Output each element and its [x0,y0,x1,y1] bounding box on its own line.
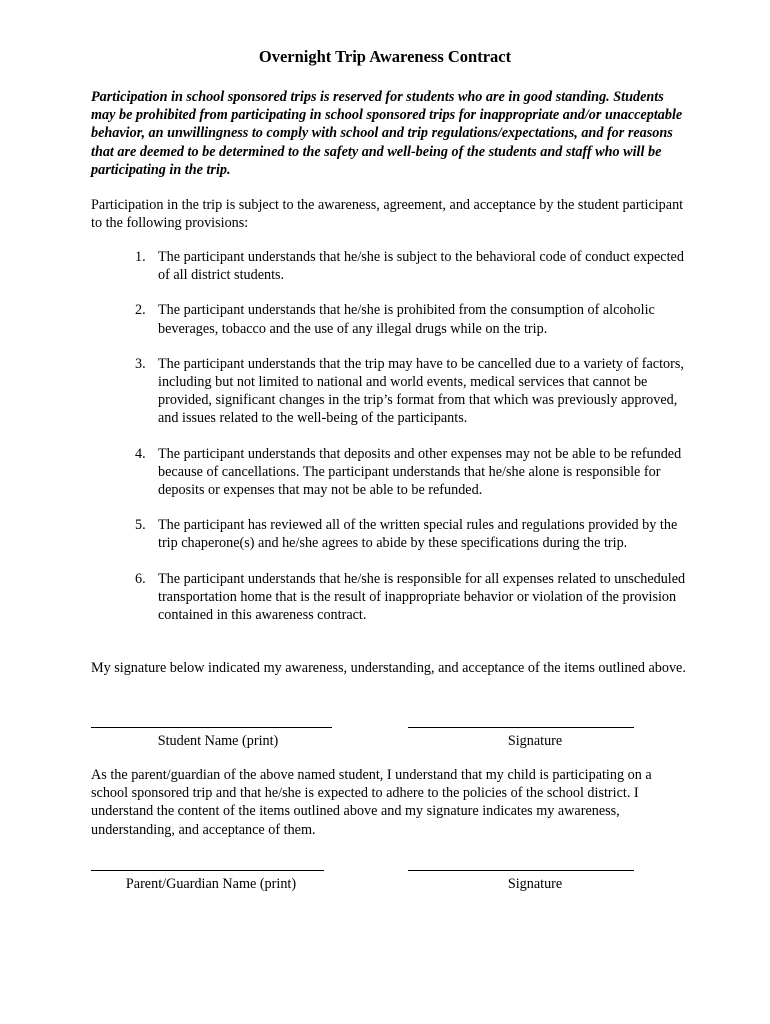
student-signature-label: Signature [507,733,563,749]
parent-name-label: Parent/Guardian Name (print) [125,876,297,892]
parent-acknowledgement-paragraph: As the parent/guardian of the above named student, I understand that my child is participating on a school sponsored trip and that he/she is expected to adhere to the policies of the school district. I understand the content of the items outlined above and my signature indicates my awareness, understanding, and acceptance of them. [91,767,652,838]
provisions-list [91,248,691,641]
parent-name-line[interactable] [91,870,324,871]
page-title: Overnight Trip Awareness Contract [258,47,512,66]
provision-number: 4. [135,445,146,462]
student-signature-line[interactable] [408,727,634,728]
provision-text: The participant understands that the trip may have to be cancelled due to a variety of factors, including but not limited to national and world events, medical services that cannot be provided, significant changes in the trip’s format from that which was previously approved, and issues related to the well-being of the participants. [158,355,684,427]
provision-number: 3. [135,355,146,372]
parent-signature-line[interactable] [408,870,634,871]
provision-number: 1. [135,249,146,265]
provision-item-5 [91,516,691,552]
provision-text: The participant understands that deposits and other expenses may not be able to be refunded because of cancellations. The participant understands that he/she alone is responsible for deposits or expenses that may not be able to be refunded. [158,445,682,499]
student-acknowledgement-paragraph: My signature below indicated my awareness, understanding, and acceptance of the items outlined above. [91,660,686,676]
provisions-intro-paragraph: Participation in the trip is subject to the awareness, agreement, and acceptance by the student participant to the following provisions: [91,197,684,232]
provision-item-3 [91,355,691,428]
provision-number: 2. [135,302,146,319]
provision-item-6 [91,570,691,625]
student-name-line[interactable] [91,727,332,728]
provision-text: The participant understands that he/she is subject to the behavioral code of conduct expected of all district students. [158,249,684,284]
intro-paragraph: Participation in school sponsored trips is reserved for students who are in good standing. Students may be prohibited from participating in school sponsored trips for inappropriate and/or unacceptable behavior, an unwillingness to comply with school and trip regulations/expectations, and for reasons that are deemed to be determined to the safety and well-being of the students and staff who will be participating in the trip. [91,89,683,178]
provision-number: 5. [135,517,146,534]
provision-text: The participant understands that he/she is prohibited from the consumption of alcoholic beverages, tobacco and the use of any illegal drugs while on the trip. [158,302,655,337]
provision-number: 6. [135,570,146,587]
provision-text: The participant understands that he/she is responsible for all expenses related to unscheduled transportation home that is the result of inappropriate behavior or violation of the provision contained in this awareness contract. [158,570,686,624]
provision-item-4 [91,445,691,500]
parent-signature-label: Signature [507,876,563,892]
provision-item-2 [91,301,691,337]
provision-item-1 [91,248,691,284]
provision-text: The participant has reviewed all of the written special rules and regulations provided by the trip chaperone(s) and he/she agrees to abide by these specifications during the trip. [158,517,678,552]
student-name-label: Student Name (print) [157,733,279,749]
